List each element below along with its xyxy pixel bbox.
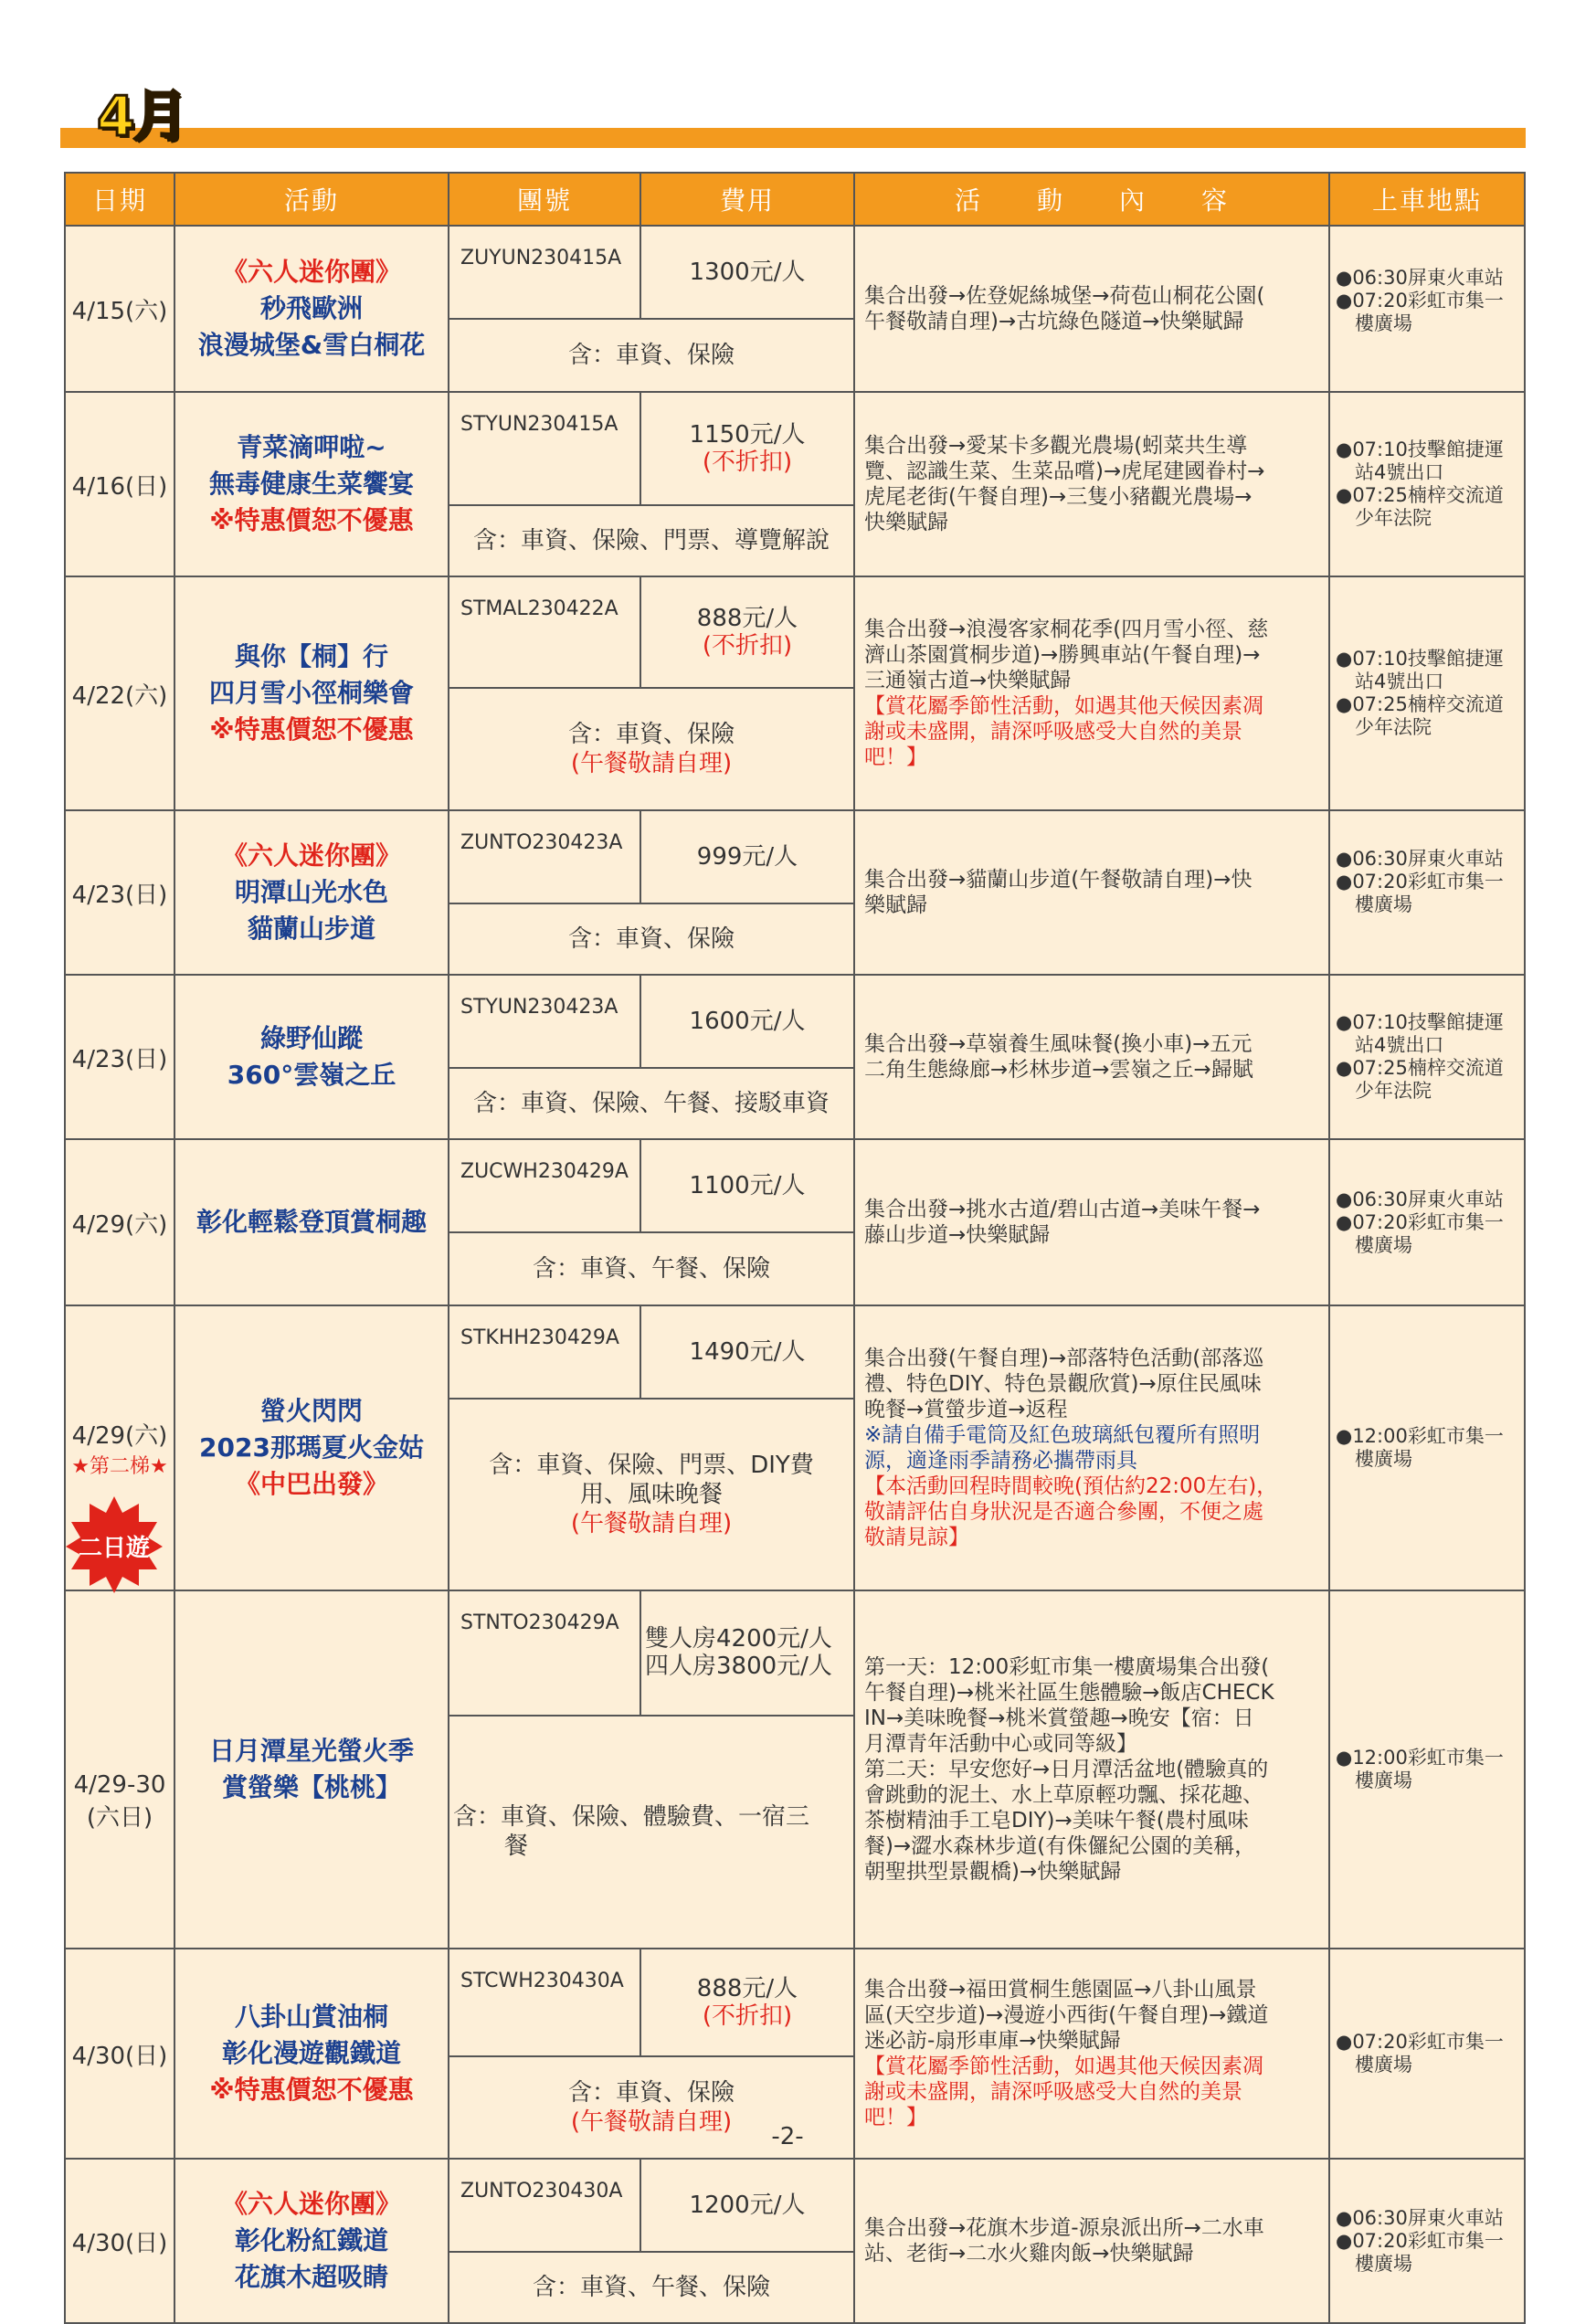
header-content: 活 動 內 容 [854,173,1329,226]
description-line: 站、老街→二水火雞肉飯→快樂賦歸 [864,2242,1194,2266]
description-line: 區(天空步道)→漫遊小西街(午餐自理)→鐵道 [864,2003,1269,2027]
date-line: 4/29(六) [71,1422,168,1450]
pickup-line: 站4號出口 [1336,1034,1444,1056]
pickup-line: 少年法院 [1336,507,1432,529]
description-cell [854,1590,1329,1949]
date-cell: 4/30(日) [65,1949,174,2159]
includes-cell: 含：車資、午餐、保險 [449,2252,854,2323]
activity-line: 《六人迷你團》 [221,840,401,871]
description-cell [854,1305,1329,1590]
table-row [65,1949,1525,2056]
date-cell: 4/29(六) [65,1139,174,1305]
price-cell [640,810,854,903]
description-line: 藤山步道→快樂賦歸 [864,1223,1051,1247]
description-line: 集合出發→佐登妮絲城堡→荷苞山桐花公園( [864,284,1265,308]
price-cell [640,2159,854,2252]
price-line: 888元/人 [696,1975,798,2002]
month-title: 4月 [97,85,186,149]
tour-code: STNTO230429A [449,1590,640,1716]
price-cell [640,1139,854,1232]
pickup-line: ●12:00彩虹市集一 [1336,1425,1504,1447]
pickup-line: ●07:20彩虹市集一 [1336,1210,1504,1233]
description-line: 集合出發→浪漫客家桐花季(四月雪小徑、慈 [864,618,1269,641]
includes-note: (午餐敬請自理) [570,2108,733,2136]
pickup-cell [1329,576,1525,810]
description-line: 集合出發→貓蘭山步道(午餐敬請自理)→快 [864,868,1253,892]
price-cell [640,576,854,688]
pickup-cell [1329,1139,1525,1305]
activity-line: 彰化漫遊觀鐵道 [221,2038,401,2068]
activity-cell [174,2159,449,2323]
pickup-line: 樓廣場 [1336,893,1412,915]
description-line: 會跳動的泥土、水上草原輕功飄、採花趣、 [864,1783,1263,1807]
activity-line: 2023那瑪夏火金姑 [199,1432,424,1463]
date-line: 4/29-30 [73,1770,166,1799]
pickup-line: 少年法院 [1336,1080,1432,1102]
pickup-line: 少年法院 [1336,716,1432,738]
pickup-line: ●07:10技擊館捷運 [1336,1011,1504,1033]
pickup-cell [1329,226,1525,392]
description-line: 濟山茶園賞桐步道)→勝興車站(午餐自理)→ [864,643,1261,667]
description-notice: 敬請見諒】 [864,1526,969,1549]
includes-line: 含：車資、保險、體驗費、一宿三 [453,1803,810,1832]
pickup-cell [1329,392,1525,576]
price-cell [640,392,854,505]
price-note: (不折扣) [702,449,793,476]
description-cell [854,975,1329,1139]
description-line: 茶樹精油手工皂DIY)→美味午餐(農村風味 [864,1809,1249,1833]
description-line: 集合出發→草嶺養生風味餐(換小車)→五元 [864,1032,1253,1056]
pickup-line: ●07:20彩虹市集一 [1336,871,1504,893]
description-line: 第一天：12:00彩虹市集一樓廣場集合出發( [864,1655,1270,1679]
activity-cell [174,576,449,810]
description-line: 集合出發→花旗木步道-源泉派出所→二水車 [864,2216,1264,2240]
header-activity: 活動 [174,173,449,226]
description-line: 虎尾老街(午餐自理)→三隻小豬觀光農場→ [864,485,1253,509]
description-cell [854,576,1329,810]
tour-code: STCWH230430A [449,1949,640,2056]
description-line: 朝聖拱型景觀橋)→快樂賦歸 [864,1860,1122,1884]
description-line: 快樂賦歸 [864,511,948,534]
price-note: (不折扣) [702,2002,793,2030]
date-cell: 4/22(六) [65,576,174,810]
header-bar [60,128,1526,148]
activity-line: 《中巴出發》 [234,1469,388,1499]
activity-line: 彰化粉紅鐵道 [234,2225,388,2255]
pickup-line: ●07:20彩虹市集一 [1336,290,1504,312]
table-row [65,975,1525,1068]
includes-cell: 含：車資、保險 [449,319,854,392]
activity-cell [174,226,449,392]
badge-label: 二日遊 [78,1535,150,1562]
activity-cell [174,392,449,576]
description-line: 二角生態綠廊→杉林步道→雲嶺之丘→歸賦 [864,1058,1253,1082]
pickup-line: 樓廣場 [1336,2054,1412,2076]
description-notice: 【賞花屬季節性活動，如遇其他天候因素凋 [864,2055,1263,2078]
description-notice: 【本活動回程時間較晚(預估約22:00左右)， [864,1474,1278,1498]
price-line: 1100元/人 [689,1172,806,1199]
description-line: 集合出發→福田賞桐生態園區→八卦山風景 [864,1978,1257,2002]
batch-note: ★第二梯★ [71,1455,168,1478]
description-cell [854,226,1329,392]
pickup-cell [1329,975,1525,1139]
two-day-badge [64,1495,164,1595]
price-cell [640,1949,854,2056]
description-line: 集合出發(午餐自理)→部落特色活動(部落巡 [864,1347,1264,1370]
date-cell: 4/16(日) [65,392,174,576]
description-line: 第二天：早安您好→日月潭活盆地(體驗真的 [864,1758,1269,1781]
tour-code: STKHH230429A [449,1305,640,1399]
activity-line: 與你【桐】行 [234,641,388,671]
activity-line: 日月潭星光螢火季 [208,1736,414,1766]
pickup-line: ●07:20彩虹市集一 [1336,2031,1504,2053]
page-number: -2- [771,2123,804,2150]
activity-line: 四月雪小徑桐樂會 [208,678,414,708]
activity-line: 無毒健康生菜饗宴 [208,469,414,499]
pickup-cell [1329,810,1525,975]
description-notice: 敬請評估自身狀況是否適合參團，不便之處 [864,1500,1263,1524]
date-cell [65,1590,174,1949]
price-line: 四人房3800元/人 [645,1653,832,1681]
tour-code: STYUN230415A [449,392,640,505]
pickup-line: 樓廣場 [1336,1769,1412,1791]
price-line: 1490元/人 [689,1338,806,1366]
date-cell: 4/15(六) [65,226,174,392]
pickup-line: 樓廣場 [1336,1448,1412,1470]
table-row [65,1590,1525,1716]
pickup-line: ●07:25楠梓交流道 [1336,1057,1504,1079]
activity-line: 360°雲嶺之丘 [227,1060,396,1090]
description-cell [854,2159,1329,2323]
table-row [65,1305,1525,1399]
description-tip: 源，適逢雨季請務必攜帶雨具 [864,1449,1137,1473]
pickup-line: ●07:25楠梓交流道 [1336,484,1504,506]
price-cell [640,1590,854,1716]
pickup-cell [1329,2159,1525,2323]
pickup-line: ●07:10技擊館捷運 [1336,648,1504,670]
includes-cell: 含：車資、保險 [449,903,854,975]
table-row [65,392,1525,505]
pickup-line: 樓廣場 [1336,1233,1412,1256]
activity-line: 《六人迷你團》 [221,257,401,287]
pickup-cell [1329,1305,1525,1590]
activity-line: 花旗木超吸睛 [234,2262,388,2292]
activity-line: ※特惠價恕不優惠 [209,505,414,535]
pickup-cell [1329,1590,1525,1949]
pickup-line: 樓廣場 [1336,312,1412,334]
header-code: 團號 [449,173,640,226]
price-line: 888元/人 [696,605,798,632]
price-cell [640,226,854,319]
pickup-line: ●07:10技擊館捷運 [1336,438,1504,460]
date-cell: 4/23(日) [65,810,174,975]
pickup-line: ●07:25楠梓交流道 [1336,693,1504,715]
table-row [65,810,1525,903]
description-tip: ※請自備手電筒及紅色玻璃紙包覆所有照明 [864,1423,1261,1447]
price-cell [640,975,854,1068]
price-line: 1600元/人 [689,1008,806,1035]
description-cell [854,810,1329,975]
tour-code: ZUNTO230430A [449,2159,640,2252]
includes-cell [449,1399,854,1590]
tour-code: STMAL230422A [449,576,640,688]
table-row [65,226,1525,319]
activity-cell [174,975,449,1139]
includes-cell: 含：車資、午餐、保險 [449,1232,854,1305]
pickup-line: ●07:20彩虹市集一 [1336,2229,1504,2252]
includes-note: (午餐敬請自理) [570,750,733,777]
pickup-line: 樓廣場 [1336,2252,1412,2275]
table-row [65,576,1525,688]
table-row [65,2159,1525,2252]
description-notice: 謝或未盛開，請深呼吸感受大自然的美景 [864,720,1242,744]
includes-cell [449,688,854,810]
includes-cell: 含：車資、保險、午餐、接駁車資 [449,1068,854,1139]
price-note: (不折扣) [702,632,793,660]
price-line: 雙人房4200元/人 [645,1625,832,1653]
description-line: 三通嶺古道→快樂賦歸 [864,669,1072,692]
description-notice: 謝或未盛開，請深呼吸感受大自然的美景 [864,2080,1242,2104]
includes-cell: 含：車資、保險、門票、導覽解說 [449,505,854,576]
description-line: 迷必訪-扇形車庫→快樂賦歸 [864,2029,1121,2053]
description-line: 禮、特色DIY、特色景觀欣賞)→原住民風味 [864,1372,1262,1396]
activity-line: 《六人迷你團》 [221,2189,401,2219]
date-cell: 4/23(日) [65,975,174,1139]
pickup-line: 站4號出口 [1336,671,1444,692]
price-cell [640,1305,854,1399]
includes-line: 含：車資、保險 [567,2079,735,2107]
activity-cell [174,1139,449,1305]
includes-line: 用、風味晚餐 [579,1481,723,1508]
activity-line: 賞螢樂【桃桃】 [221,1772,401,1802]
description-notice: 吧！】 [864,745,927,769]
includes-line: 含：車資、保險 [567,721,735,748]
date-cell: 4/30(日) [65,2159,174,2323]
price-line: 1200元/人 [689,2192,806,2219]
activity-line: 青菜滴呷啦~ [237,432,386,462]
description-line: 集合出發→愛某卡多觀光農場(蚓菜共生導 [864,434,1248,458]
includes-line: 含：車資、保險、門票、DIY費 [489,1452,814,1479]
header-date: 日期 [65,173,174,226]
tour-schedule-table [64,172,1526,2324]
pickup-line: ●06:30屏東火車站 [1336,1188,1504,1210]
description-line: 集合出發→挑水古道/碧山古道→美味午餐→ [864,1198,1261,1221]
description-line: 晚餐→賞螢步道→返程 [864,1398,1068,1421]
description-notice: 【賞花屬季節性活動，如遇其他天候因素凋 [864,694,1263,718]
activity-line: 螢火閃閃 [259,1396,363,1426]
pickup-line: ●06:30屏東火車站 [1336,267,1504,289]
includes-cell [449,1716,854,1949]
activity-line: ※特惠價恕不優惠 [209,2075,414,2105]
activity-line: 明潭山光水色 [234,877,388,907]
includes-note: (午餐敬請自理) [570,1510,733,1537]
activity-cell [174,810,449,975]
tour-code: ZUNTO230423A [449,810,640,903]
description-cell [854,392,1329,576]
pickup-line: ●06:30屏東火車站 [1336,2206,1504,2229]
activity-line: 彰化輕鬆登頂賞桐趣 [196,1207,427,1237]
activity-cell [174,1305,449,1590]
description-line: 樂賦歸 [864,893,927,917]
date-line: (六日) [86,1803,153,1832]
activity-line: 貓蘭山步道 [247,914,375,944]
activity-line: 八卦山賞油桐 [234,2002,388,2032]
includes-line: 餐 [504,1833,529,1861]
description-cell [854,1139,1329,1305]
tour-code: ZUCWH230429A [449,1139,640,1232]
table-row [65,1139,1525,1232]
description-line: 午餐自理)→桃米社區生態體驗→飯店CHECK [864,1681,1274,1705]
activity-line: 秒飛歐洲 [259,293,363,323]
pickup-line: 站4號出口 [1336,461,1444,483]
header-pickup: 上車地點 [1329,173,1525,226]
description-line: 覽、認識生菜、生菜品嚐)→虎尾建國眷村→ [864,460,1265,483]
activity-line: 浪漫城堡&雪白桐花 [197,330,426,360]
price-line: 1150元/人 [689,421,806,449]
tour-code: ZUYUN230415A [449,226,640,319]
description-line: 月潭青年活動中心或同等級】 [864,1732,1137,1756]
description-line: 午餐敬請自理)→古坑綠色隧道→快樂賦歸 [864,310,1244,333]
activity-cell [174,1590,449,1949]
activity-line: 綠野仙蹤 [259,1023,363,1053]
activity-line: ※特惠價恕不優惠 [209,714,414,745]
price-line: 999元/人 [696,843,798,871]
table-header-row [65,173,1525,226]
page-header [60,84,1526,153]
price-line: 1300元/人 [689,259,806,286]
pickup-line: ●06:30屏東火車站 [1336,848,1504,870]
description-line: IN→美味晚餐→桃米賞螢趣→晚安【宿：日 [864,1706,1254,1730]
description-line: 餐)→澀水森林步道(有侏儸紀公園的美稱， [864,1834,1256,1858]
tour-code: STYUN230423A [449,975,640,1068]
description-notice: 吧！】 [864,2106,927,2129]
header-price: 費用 [640,173,854,226]
pickup-line: ●12:00彩虹市集一 [1336,1747,1504,1769]
